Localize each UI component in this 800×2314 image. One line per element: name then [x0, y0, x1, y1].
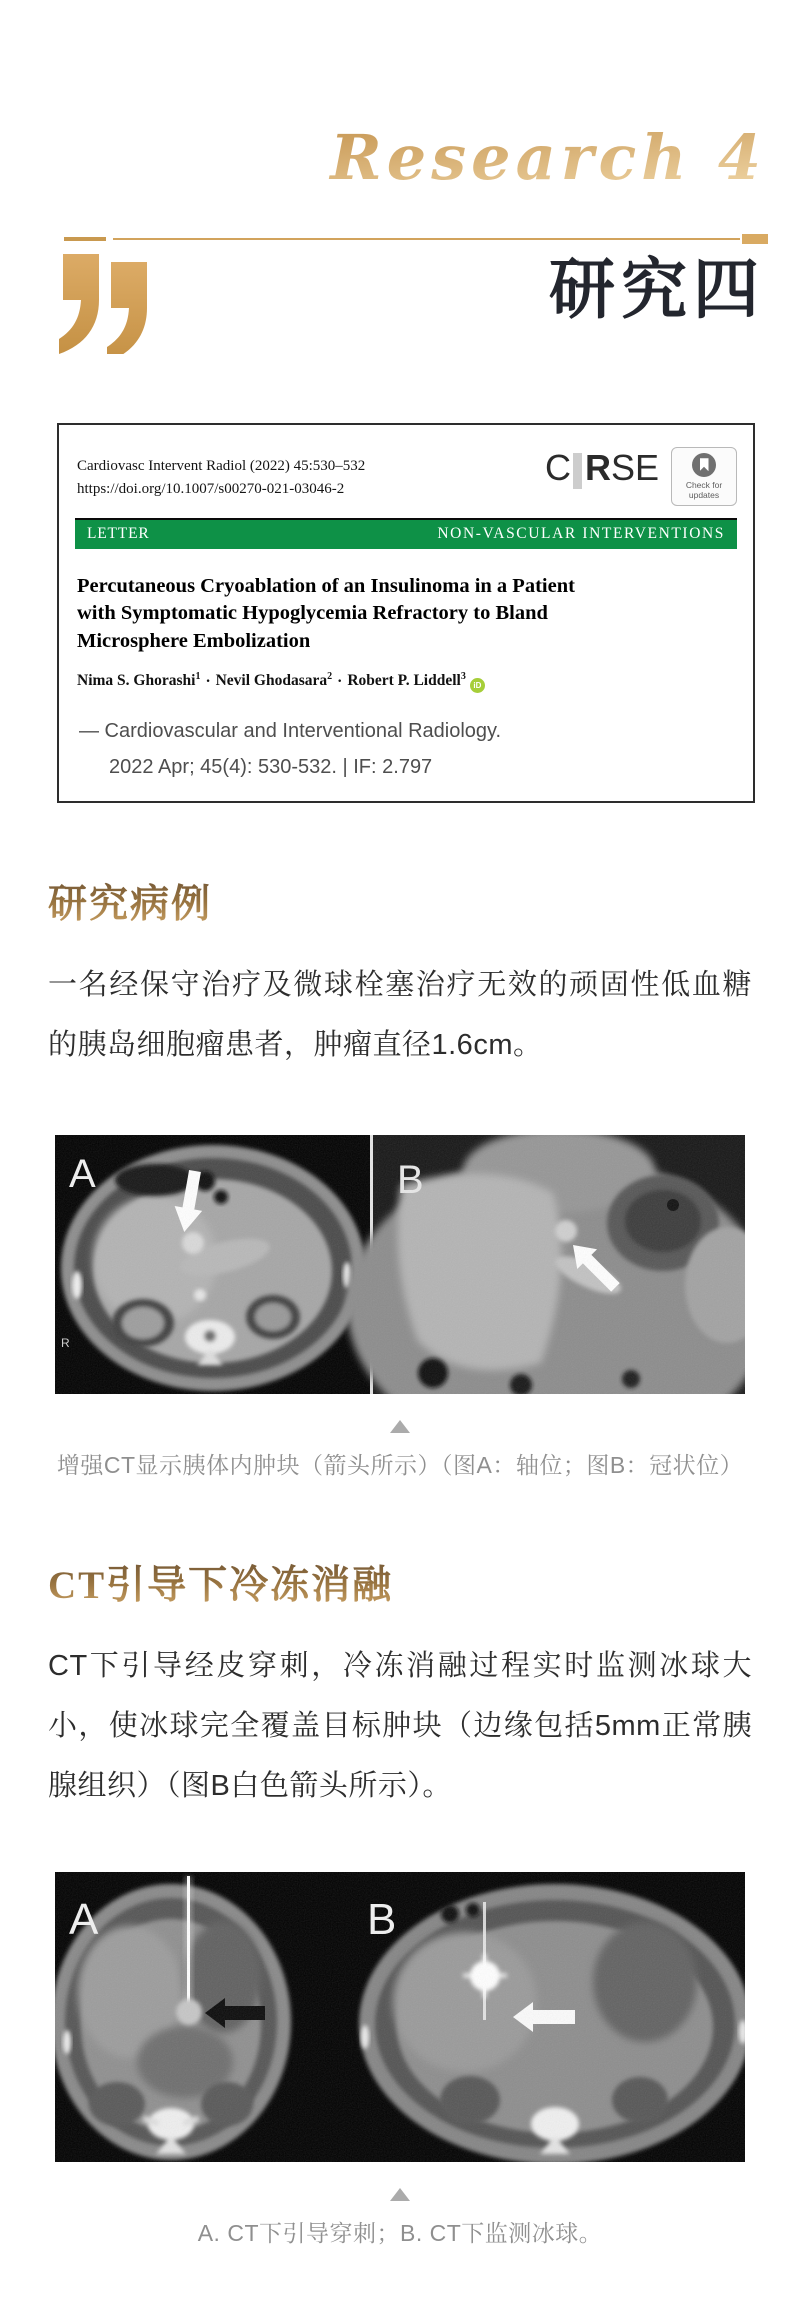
- doi-link[interactable]: https://doi.org/10.1007/s00270-021-03046-2: [77, 480, 345, 497]
- header-title-row: [55, 250, 765, 359]
- author-list: Nima S. Ghorashi$^1$ · Nevil Ghodasara$^2$ · Robert P. Liddell$^3$iD: [77, 671, 737, 692]
- case-description-text: 一名经保守治疗及微球栓塞治疗无效的顽固性低血糖的胰岛细胞瘤患者，肿瘤直径1.6cm。: [48, 968, 752, 1061]
- figure2-caption: A. CT下引导穿刺；B. CT下监测冰球。: [197, 2219, 603, 2246]
- banner-letter-label: LETTER: [87, 524, 150, 542]
- paper-title: Percutaneous Cryoablation of an Insulinoma in a Patient with Symptomatic Hypoglycemia Refractory to Bland Microsphere Embolization: [77, 574, 575, 652]
- bookmark-icon: [692, 453, 716, 477]
- fig1-label-b: B: [397, 1157, 424, 1202]
- section-heading-cryoablation: CT引导下冷冻消融: [48, 1554, 393, 1610]
- journal-info: [79, 713, 737, 785]
- author: Nima S. Ghorashi: [77, 672, 196, 690]
- cirse-logo-r: R: [584, 446, 611, 488]
- page-title: 研究四: [549, 253, 765, 327]
- journal-name: — Cardiovascular and Interventional Radiology.: [79, 719, 502, 742]
- ct-figure-1: [55, 1135, 745, 1394]
- research-script-title: Research 4: [0, 116, 766, 200]
- gold-divider-line: [113, 238, 740, 240]
- cryoablation-description-text: CT下引导经皮穿刺，冷冻消融过程实时监测冰球大小，使冰球完全覆盖目标肿块（边缘包括5mm正常胰腺组织）（图B白色箭头所示）。: [48, 1649, 752, 1802]
- check-badge-label: Check for updates: [685, 479, 723, 501]
- figure1-caption: 增强CT显示胰体内肿块（箭头所示）（图A：轴位；图B：冠状位）: [56, 1451, 744, 1478]
- cirse-logo-bar: [573, 453, 582, 489]
- author: Nevil Ghodasara: [215, 672, 328, 690]
- check-for-updates-badge[interactable]: [671, 447, 737, 506]
- cirse-logo-se: SE: [610, 446, 659, 488]
- author: Robert P. Liddell: [347, 672, 461, 690]
- caption-arrow-icon: [390, 1420, 410, 1433]
- gold-divider-end-square: [742, 234, 768, 244]
- journal-cite-line: 2022 Apr; 45(4): 530-532. | IF: 2.797: [109, 755, 433, 778]
- gold-divider-thick-segment: [64, 237, 106, 241]
- journal-citation: [77, 455, 365, 502]
- publisher-logos: [545, 447, 737, 506]
- ct-figure-2: [55, 1872, 745, 2162]
- orientation-marker: R: [61, 1335, 70, 1350]
- orcid-icon: iD: [470, 678, 485, 693]
- paper-card-header: [75, 439, 737, 506]
- article-type-banner: [75, 518, 737, 549]
- gold-divider: [64, 234, 768, 244]
- quotation-marks-icon: [55, 254, 155, 359]
- banner-section-label: NON-VASCULAR INTERVENTIONS: [437, 524, 725, 542]
- cirse-logo: [545, 447, 659, 489]
- citation-line: Cardiovasc Intervent Radiol (2022) 45:530–532: [77, 457, 366, 474]
- section-heading-case: 研究病例: [48, 873, 212, 929]
- caption-arrow-icon: [390, 2188, 410, 2201]
- cirse-logo-c: C: [544, 446, 571, 488]
- fig2-label-b: B: [367, 1894, 397, 1944]
- paper-card: [57, 423, 755, 803]
- fig1-label-a: A: [69, 1151, 96, 1196]
- fig2-label-a: A: [69, 1894, 99, 1944]
